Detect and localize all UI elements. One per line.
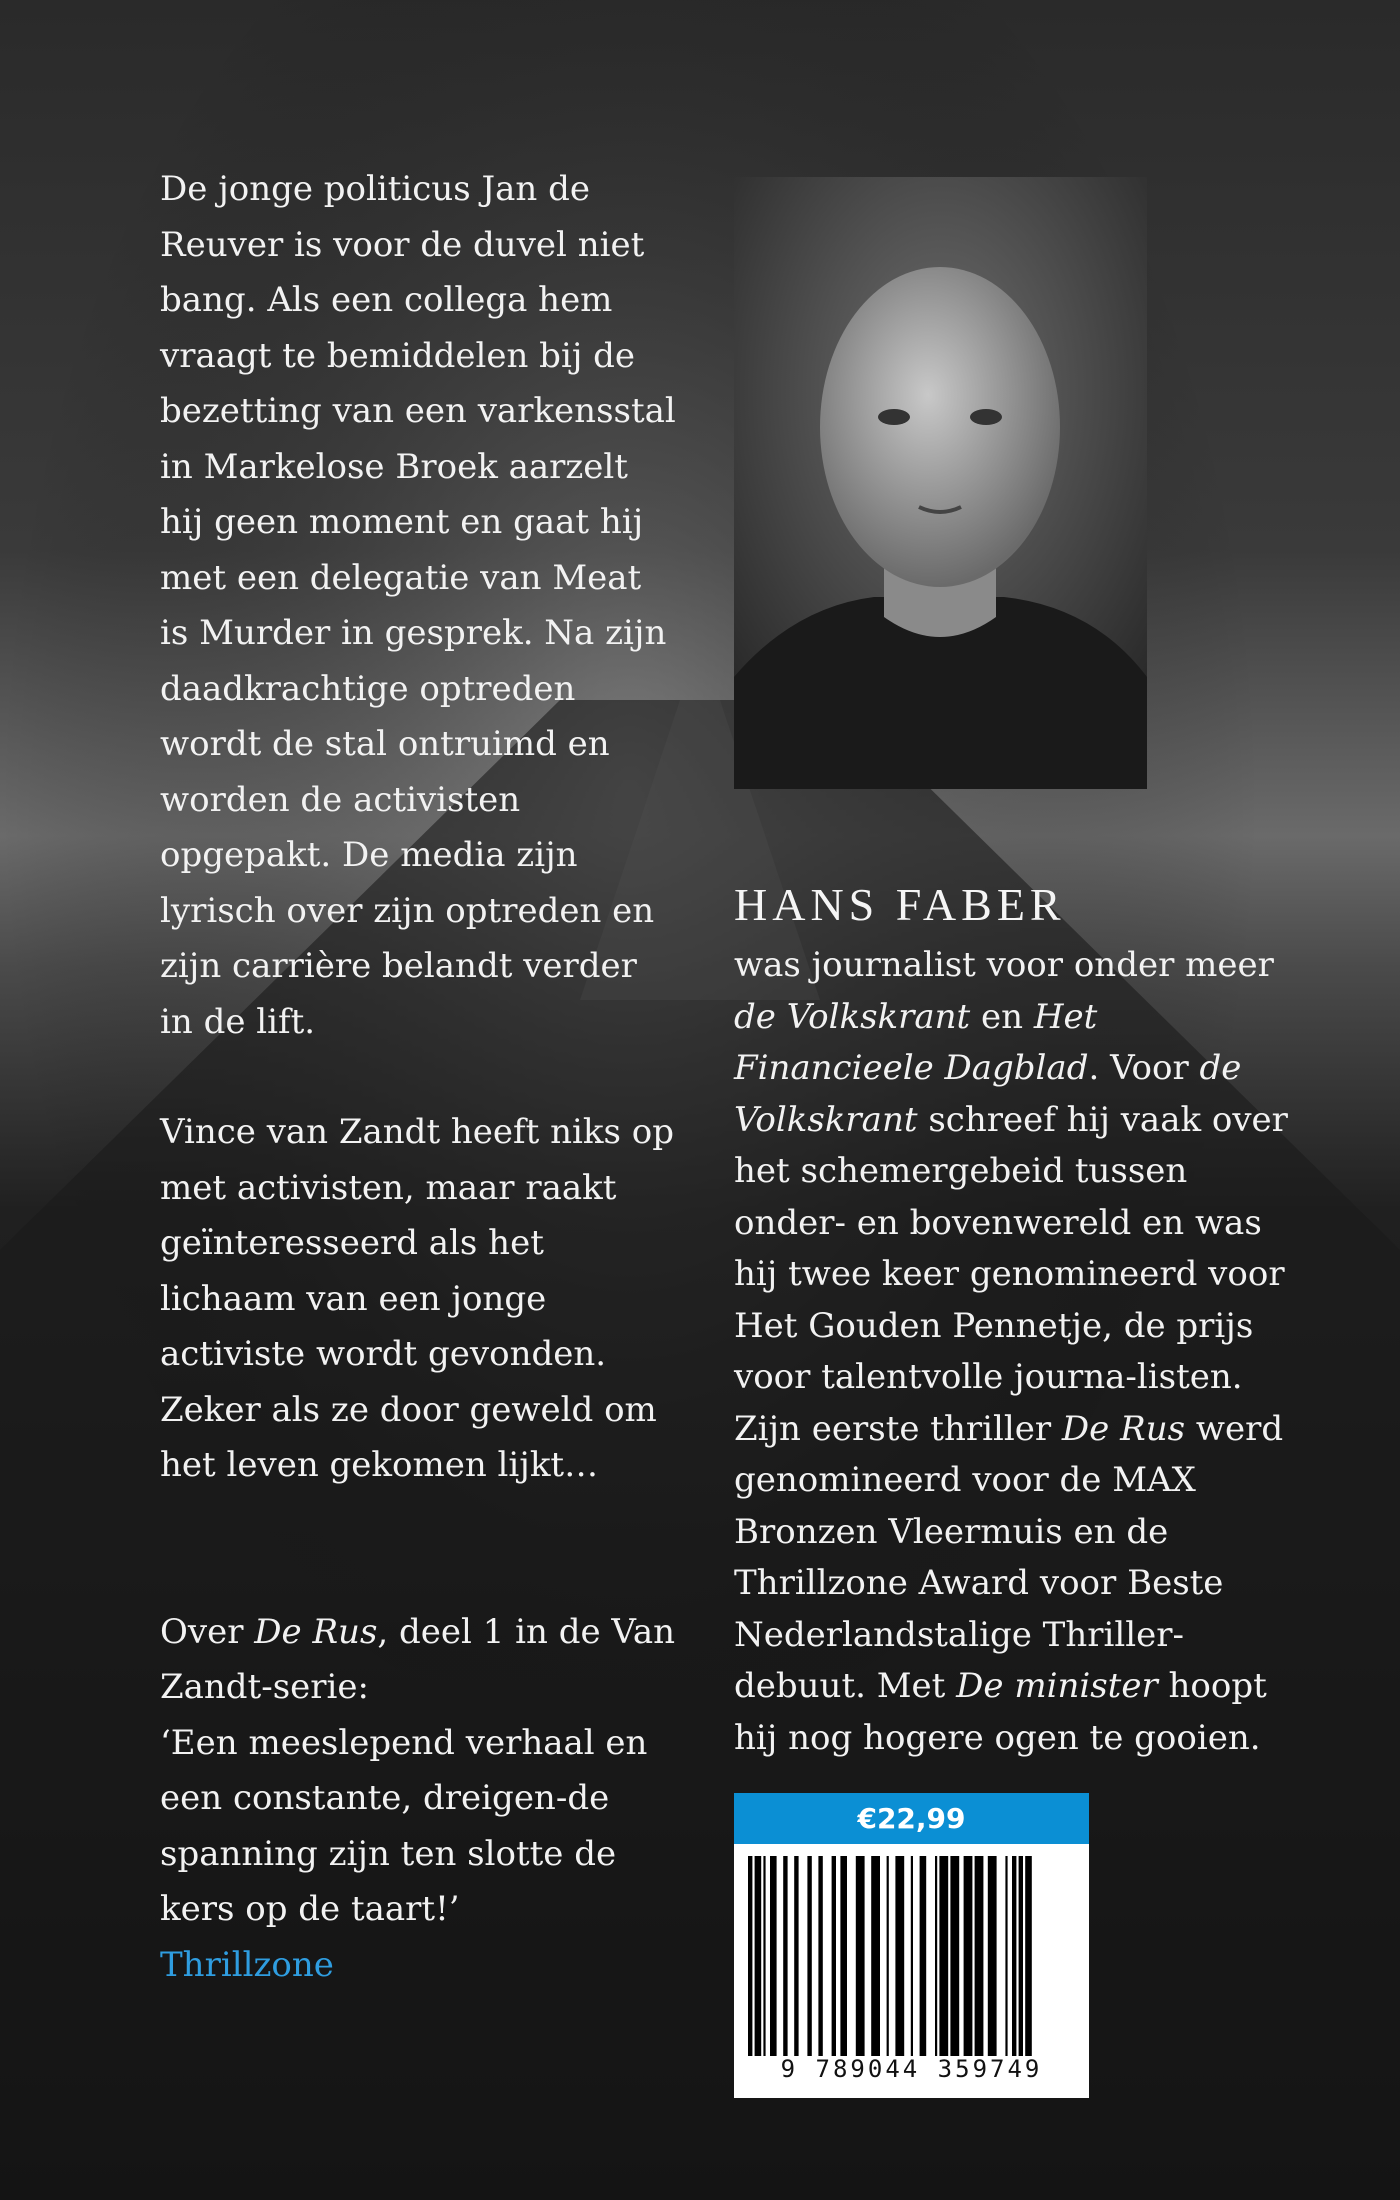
- barcode-bar: [920, 1856, 927, 2056]
- blurb-paragraph-1: De jonge politicus Jan de Reuver is voor de duvel niet bang. Als een collega hem vraagt te bemiddelen bij de bezetting van een varkensstal in Markelose Broek aarzelt hij geen moment en gaat hij met een delegatie van Meat is Murder in gesprek. Na zijn daadkrachtige optreden wordt de stal ontruimd en worden de activisten opgepakt. De media zijn lyrisch over zijn optreden en zijn carrière belandt verder in de lift.: [160, 169, 676, 1042]
- barcode-bar: [832, 1856, 836, 2056]
- bio-text: was journalist voor onder meer: [734, 945, 1274, 985]
- review-quote: ‘Een meeslepend verhaal en een constante, dreigen-de spanning zijn ten slotte de kers op de taart!’: [160, 1722, 648, 1929]
- author-photo: [734, 177, 1147, 789]
- author-name: HANS FABER: [734, 879, 1066, 930]
- barcode-bar: [871, 1856, 880, 2056]
- barcode-bar: [783, 1856, 787, 2056]
- barcode-bar: [988, 1856, 997, 2056]
- review-intro-pre: Over: [160, 1611, 255, 1652]
- barcode-bar: [770, 1856, 777, 2056]
- barcode-bar: [794, 1856, 798, 2056]
- barcode-bar: [975, 1856, 984, 2056]
- barcode-bar: [807, 1856, 811, 2056]
- bio-title-italic: De Rus: [1061, 1408, 1186, 1449]
- barcode-bar: [748, 1856, 752, 2056]
- barcode-bar: [856, 1856, 865, 2056]
- barcode-bar: [911, 1856, 913, 2056]
- bio-text: schreef hij vaak over het schemergebeid tussen onder- en bovenwereld en was hij twee keer genomineerd voor Het Gouden Pennetje, de prijs voor talentvolle journa-listen. Zijn eerste thriller: [734, 1099, 1288, 1449]
- barcode-bar: [935, 1856, 937, 2056]
- blurb-paragraph-2: Vince van Zandt heeft niks op met activisten, maar raakt geïnteresseerd als het lichaam van een jonge activiste wordt gevonden. Zeker als ze door geweld om het leven gekomen lijkt…: [160, 1112, 674, 1485]
- barcode-bar: [1025, 1856, 1032, 2056]
- review-intro-post: , deel 1 in de Van Zandt-serie:: [160, 1611, 676, 1707]
- barcode-bar: [755, 1856, 762, 2056]
- barcode-bar: [840, 1856, 847, 2056]
- barcode-bars: [748, 1856, 1078, 2056]
- isbn-number: 9 789044 359749: [780, 2055, 1043, 2083]
- barcode-bar: [1005, 1856, 1007, 2056]
- barcode-bar: [950, 1856, 959, 2056]
- author-bio: [734, 940, 1294, 1764]
- barcode-bar: [895, 1856, 904, 2056]
- barcode-bar: [1012, 1856, 1016, 2056]
- bio-title-italic: de Volkskrant: [734, 996, 971, 1037]
- barcode-label: [734, 1793, 1089, 2098]
- review-source: Thrillzone: [160, 1944, 334, 1985]
- bio-text: en: [970, 996, 1034, 1037]
- review-intro-title: De Rus: [254, 1611, 378, 1652]
- barcode-bar: [939, 1856, 948, 2056]
- bio-text: . Voor: [1088, 1048, 1200, 1088]
- bio-text: hoopt hij nog hogere ogen te gooien.: [734, 1666, 1267, 1758]
- barcode-bar: [964, 1856, 973, 2056]
- review-block: [160, 1605, 680, 1994]
- bio-title-italic: De minister: [956, 1666, 1158, 1706]
- bio-title-italic: de Volkskrant: [734, 1048, 1242, 1140]
- barcode-bar: [818, 1856, 822, 2056]
- price-label: €22,99: [734, 1793, 1089, 1844]
- barcode-bar: [1019, 1856, 1023, 2056]
- blurb-column: [160, 162, 680, 1993]
- barcode-bar: [887, 1856, 889, 2056]
- bio-text: werd genomineerd voor de MAX Bronzen Vleermuis en de Thrillzone Award voor Beste Nederlandstalige Thriller-debuut. Met: [734, 1408, 1284, 1706]
- barcode-bar: [763, 1856, 765, 2056]
- bio-title-italic: Het Financieele Dagblad: [734, 996, 1098, 1088]
